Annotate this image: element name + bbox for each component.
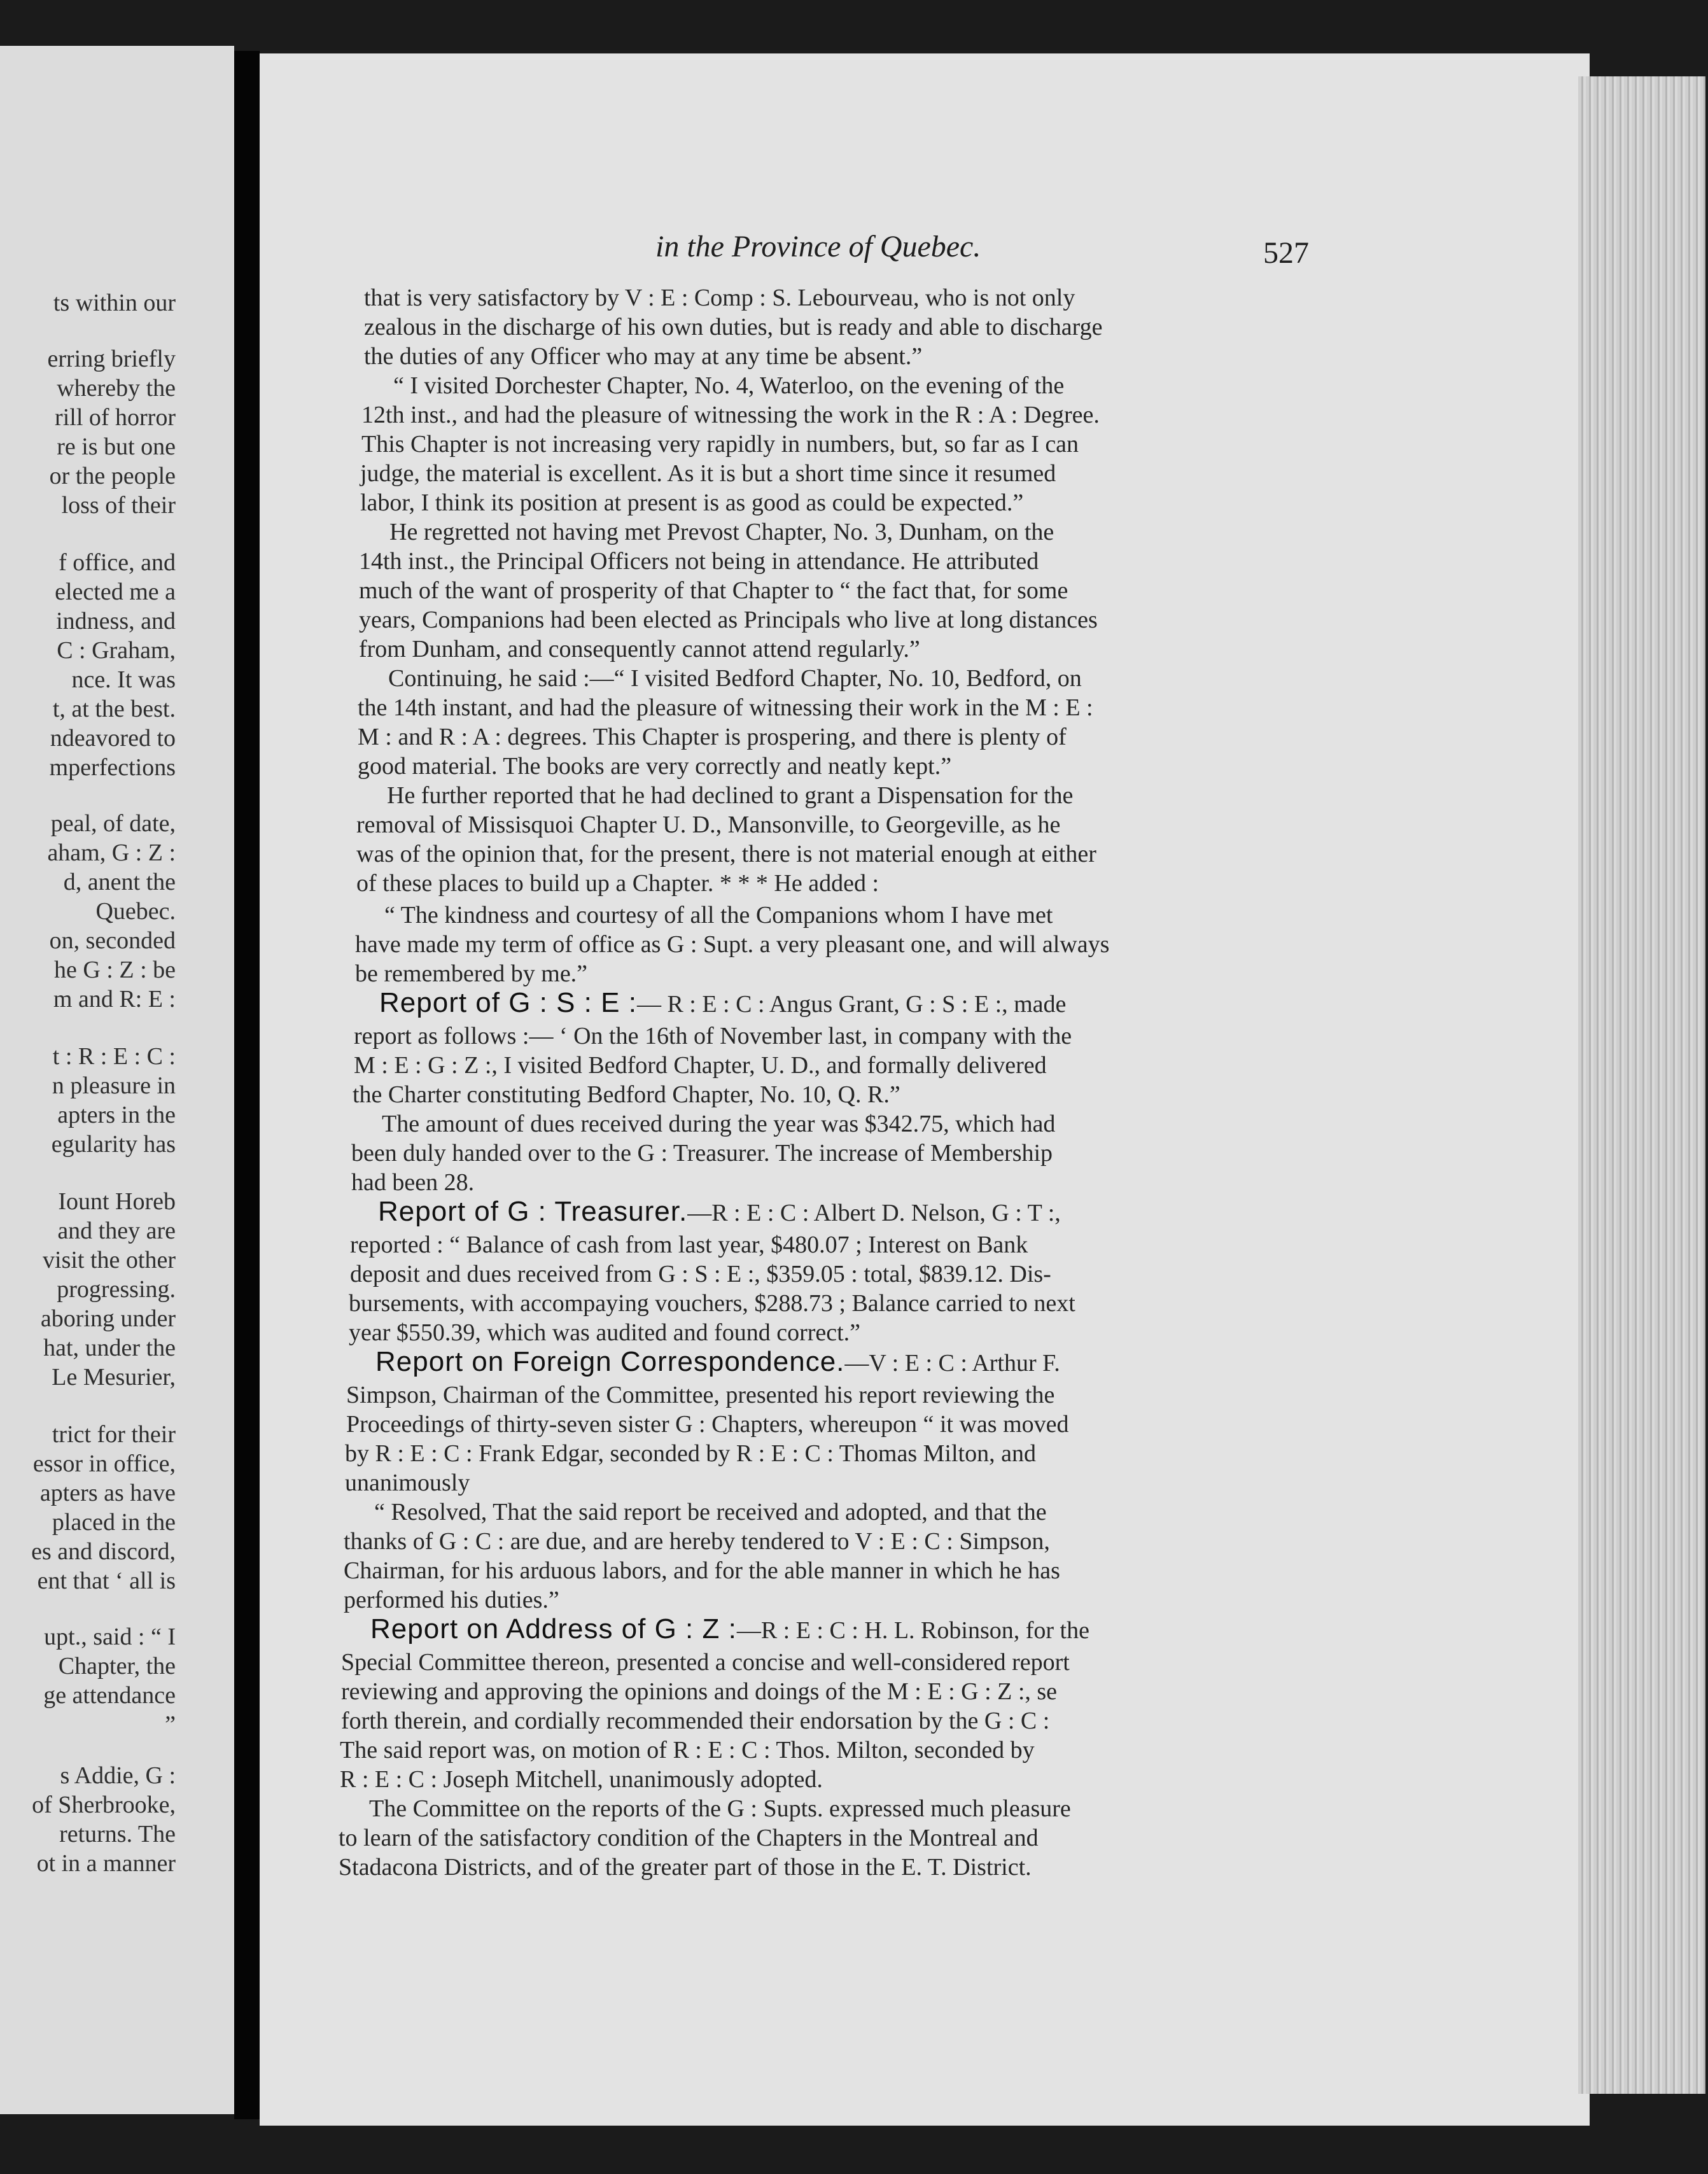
page-number: 527 [1263,236,1309,270]
report-treasurer-heading: Report of G : Treasurer. [378,1196,688,1227]
left-line: aham, G : Z : [47,839,176,866]
body-line: the 14th instant, and had the pleasure of witnessing their work in the M : E : [358,694,1093,721]
left-line: placed in the [52,1509,176,1536]
left-line: nce. It was [71,666,176,693]
body-line: years, Companions had been elected as Principals who live at long distances [359,607,1098,633]
left-line: progressing. [57,1276,176,1303]
report-gse-text: — R : E : C : Angus Grant, G : S : E :, made [636,991,1067,1018]
left-line: d, anent the [63,869,176,895]
left-line: apters as have [39,1480,176,1506]
left-line: ts within our [53,290,176,316]
left-line: t : R : E : C : [52,1043,176,1070]
left-line: s Addie, G : [60,1762,176,1789]
body-line: to learn of the satisfactory condition of the Chapters in the Montreal and [339,1825,1039,1851]
body-line: performed his duties.” [344,1587,559,1613]
body-line: He further reported that he had declined to grant a Dispensation for the [387,782,1074,809]
left-line: rill of horror [55,404,176,431]
left-line: Chapter, the [58,1653,176,1680]
left-line: re is but one [57,433,176,460]
body-line: forth therein, and cordially recommended their endorsation by the G : C : [341,1708,1050,1734]
body-line: that is very satisfactory by V : E : Comp : S. Lebourveau, who is not only [364,284,1075,311]
left-line: of Sherbrooke, [32,1792,176,1818]
left-line: apters in the [57,1102,176,1128]
body-line: bursements, with accompaying vouchers, $288.73 ; Balance carried to next [349,1290,1075,1317]
report-treasurer-text: —R : E : C : Albert D. Nelson, G : T :, [687,1200,1061,1226]
body-line: been duly handed over to the G : Treasurer. The increase of Membership [351,1140,1053,1167]
left-line: trict for their [52,1421,176,1448]
left-line: mperfections [49,754,176,781]
body-line: zealous in the discharge of his own duties, but is ready and able to discharge [364,314,1103,340]
left-line: he G : Z : be [53,957,176,983]
left-line: ndeavored to [50,725,176,752]
body-line: This Chapter is not increasing very rapidly in numbers, but, so far as I can [361,431,1079,458]
report-gse-heading: Report of G : S : E : [379,987,637,1018]
body-line: from Dunham, and consequently cannot attend regularly.” [359,636,920,663]
body-line: year $550.39, which was audited and found correct.” [349,1319,861,1346]
left-line: elected me a [55,579,176,605]
body-line: of these places to build up a Chapter. * * * He added : [356,870,879,897]
body-line: good material. The books are very correctly and neatly kept.” [358,753,952,780]
report-address-heading: Report on Address of G : Z : [370,1613,737,1645]
body-line: “ The kindness and courtesy of all the Companions whom I have met [384,902,1053,929]
left-line: and they are [57,1217,176,1244]
left-line: whereby the [57,375,176,402]
running-head: in the Province of Quebec. [655,230,981,263]
body-line: Stadacona Districts, and of the greater part of those in the E. T. District. [339,1854,1032,1881]
body-line: He regretted not having met Prevost Chapter, No. 3, Dunham, on the [389,519,1054,545]
body-line: the Charter constituting Bedford Chapter, No. 10, Q. R.” [353,1081,900,1108]
left-line: ” [165,1711,176,1738]
left-line: peal, of date, [50,810,176,837]
body-line: unanimously [345,1469,470,1496]
body-line: Chairman, for his arduous labors, and for the able manner in which he has [344,1557,1060,1584]
body-line: report as follows :— ‘ On the 16th of November last, in company with the [354,1023,1072,1049]
body-line: M : and R : A : degrees. This Chapter is prospering, and there is plenty of [358,724,1067,750]
left-line: on, seconded [49,927,176,954]
report-gse-line [379,988,1066,1019]
left-line: erring briefly [47,346,176,372]
body-line: The said report was, on motion of R : E : C : Thos. Milton, seconded by [340,1737,1035,1764]
body-line: The amount of dues received during the year was $342.75, which had [382,1111,1056,1137]
body-line: The Committee on the reports of the G : Supts. expressed much pleasure [369,1795,1071,1822]
body-line: 14th inst., the Principal Officers not being in attendance. He attributed [359,548,1039,575]
left-line: Iount Horeb [58,1188,176,1215]
body-line: Special Committee thereon, presented a concise and well-considered report [341,1649,1070,1676]
report-address-line [370,1615,1089,1645]
body-line: “ Resolved, That the said report be received and adopted, and that the [374,1499,1047,1525]
left-line: ot in a manner [36,1850,176,1877]
body-line: have made my term of office as G : Supt. a very pleasant one, and will always [355,931,1110,958]
left-line: C : Graham, [57,637,176,664]
body-line: removal of Missisquoi Chapter U. D., Mansonville, to Georgeville, as he [356,811,1061,838]
body-line: was of the opinion that, for the present, there is not material enough at either [356,841,1096,867]
report-address-text: —R : E : C : H. L. Robinson, for the [736,1617,1089,1644]
body-line: by R : E : C : Frank Edgar, seconded by R : E : C : Thomas Milton, and [345,1440,1036,1467]
left-line: or the people [49,463,176,489]
left-line: es and discord, [31,1538,176,1565]
left-line: essor in office, [32,1450,176,1477]
left-line: m and R: E : [53,986,176,1013]
report-treasurer-line [378,1197,1061,1228]
left-line: f office, and [59,549,176,576]
left-line: Le Mesurier, [52,1364,176,1391]
left-line: loss of their [61,492,176,519]
body-line: R : E : C : Joseph Mitchell, unanimously adopted. [340,1766,823,1793]
body-line: “ I visited Dorchester Chapter, No. 4, Waterloo, on the evening of the [393,372,1065,399]
body-line: deposit and dues received from G : S : E :, $359.05 : total, $839.12. Dis- [350,1261,1051,1287]
body-line: reported : “ Balance of cash from last year, $480.07 ; Interest on Bank [350,1231,1028,1258]
left-line: upt., said : “ I [44,1623,176,1650]
body-line: the duties of any Officer who may at any time be absent.” [364,343,923,370]
left-line: visit the other [43,1247,176,1273]
left-line: egularity has [51,1131,176,1158]
report-foreign-heading: Report on Foreign Correspondence. [375,1346,845,1377]
left-line: ent that ‘ all is [37,1567,176,1594]
left-line: hat, under the [43,1335,176,1361]
body-line: judge, the material is excellent. As it is but a short time since it resumed [360,460,1056,487]
body-line: Proceedings of thirty-seven sister G : Chapters, whereupon “ it was moved [346,1411,1069,1438]
body-line: thanks of G : C : are due, and are hereby tendered to V : E : C : Simpson, [344,1528,1050,1555]
body-line: much of the want of prosperity of that Chapter to “ the fact that, for some [359,577,1068,604]
left-line: Quebec. [95,898,176,925]
left-line: aboring under [40,1305,176,1332]
report-foreign-line [375,1347,1060,1378]
body-line: reviewing and approving the opinions and doings of the M : E : G : Z :, se [341,1678,1058,1705]
body-line: had been 28. [351,1169,475,1196]
left-line: ge attendance [43,1682,176,1709]
body-line: M : E : G : Z :, I visited Bedford Chapter, U. D., and formally delivered [354,1052,1047,1079]
left-line: returns. The [59,1821,176,1848]
left-line: t, at the best. [52,696,176,722]
body-line: be remembered by me.” [355,960,588,987]
left-line: n pleasure in [52,1072,176,1099]
report-foreign-text: —V : E : C : Arthur F. [844,1350,1060,1377]
left-line: indness, and [56,608,176,635]
body-line: labor, I think its position at present is as good as could be expected.” [360,489,1024,516]
body-line: 12th inst., and had the pleasure of witnessing the work in the R : A : Degree. [361,402,1100,428]
body-line: Continuing, he said :—“ I visited Bedford Chapter, No. 10, Bedford, on [388,665,1082,692]
body-line: Simpson, Chairman of the Committee, presented his report reviewing the [346,1382,1055,1408]
